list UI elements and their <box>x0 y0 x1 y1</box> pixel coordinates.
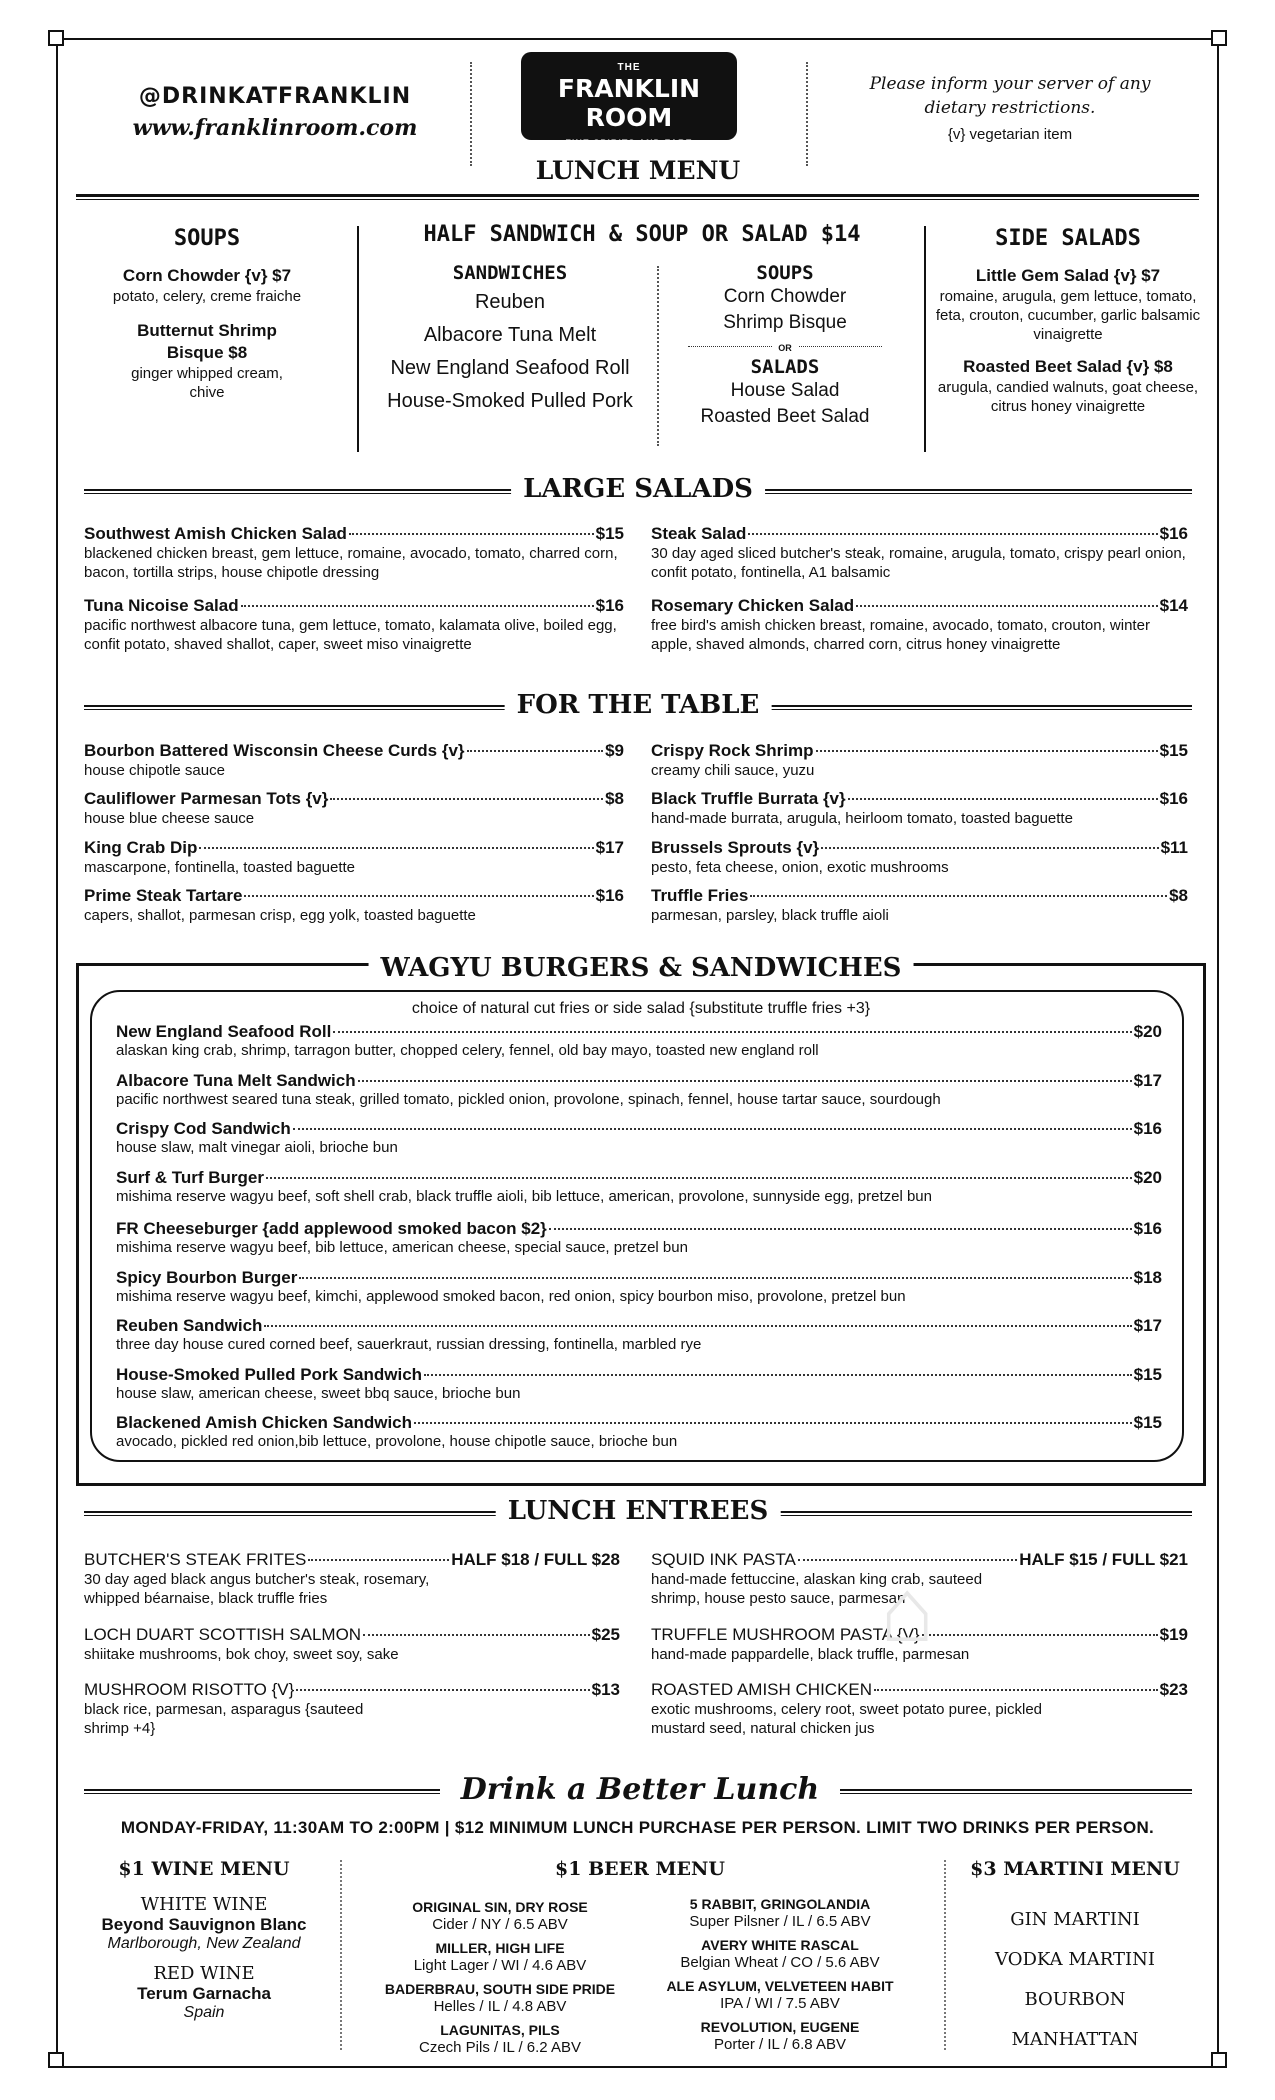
divider <box>924 226 926 452</box>
menu-item: TRUFFLE MUSHROOM PASTA {V} $19 hand-made pappardelle, black truffle, parmesan <box>651 1625 1188 1663</box>
menu-item: New England Seafood Roll $20 alaskan king crab, shrimp, tarragon butter, chopped celery, fennel, old bay mayo, toasted new england roll <box>116 1022 1162 1059</box>
wine-name: Beyond Sauvignon Blanc <box>101 1915 307 1934</box>
header-contact <box>125 84 425 141</box>
menu-item: MUSHROOM RISOTTO {V} $13 black rice, parmesan, asparagus {sauteed shrimp +4} <box>84 1680 620 1737</box>
martini-menu <box>960 1900 1190 2060</box>
menu-item: Bourbon Battered Wisconsin Cheese Curds {v} $9 house chipotle sauce <box>84 741 624 779</box>
martini-item: VODKA MARTINI <box>995 1949 1155 1970</box>
lunch-entrees-header <box>84 1496 1192 1530</box>
section-title: HALF SANDWICH & SOUP OR SALAD $14 <box>423 222 861 247</box>
martini-item: GIN MARTINI <box>1010 1909 1140 1930</box>
section-title: FOR THE TABLE <box>505 690 772 720</box>
beer-item: REVOLUTION, EUGENE Porter / IL / 6.8 ABV <box>700 2019 860 2053</box>
social-handle[interactable]: @DRINKATFRANKLIN <box>138 84 412 109</box>
menu-item: Crispy Cod Sandwich $16 house slaw, malt vinegar aioli, brioche bun <box>116 1119 1162 1156</box>
menu-item: Crispy Rock Shrimp $15 creamy chili sauce, yuzu <box>651 741 1188 779</box>
section-title: LUNCH ENTREES <box>496 1496 781 1526</box>
dish-name: Little Gem Salad {v} $7 <box>975 266 1161 285</box>
menu-item: Prime Steak Tartare $16 capers, shallot, parmesan crisp, egg yolk, toasted baguette <box>84 886 624 924</box>
beer-menu-title: $1 BEER MENU <box>555 1858 725 1880</box>
divider <box>357 226 359 452</box>
menu-item: Spicy Bourbon Burger $18 mishima reserve wagyu beef, kimchi, applewood smoked bacon, red onion, spicy bourbon miso, provolone, pretzel bun <box>116 1268 1162 1305</box>
half-combo-section <box>362 222 922 247</box>
menu-item: FR Cheeseburger {add applewood smoked bacon $2} $16 mishima reserve wagyu beef, bib lettuce, american cheese, special sauce, pretzel bun <box>116 1219 1162 1256</box>
menu-item: BUTCHER'S STEAK FRITES HALF $18 / FULL $28 30 day aged black angus butcher's steak, rosemary, whipped béarnaise, black truffle fries <box>84 1550 620 1607</box>
menu-item: Brussels Sprouts {v} $11 pesto, feta cheese, onion, exotic mushrooms <box>651 838 1188 876</box>
list-item: Roasted Beet Salad <box>700 406 870 427</box>
menu-item: Truffle Fries $8 parmesan, parsley, black truffle aioli <box>651 886 1188 924</box>
martini-item: BOURBON MANHATTAN <box>1011 1989 1139 2050</box>
menu-item: Rosemary Chicken Salad $14 free bird's amish chicken breast, romaine, avocado, tomato, crouton, winter apple, shaved almonds, charred corn, citrus honey vinaigrette <box>651 596 1188 653</box>
wine-origin: Spain <box>183 2004 225 2021</box>
dish-name: Butternut Shrimp Bisque $8 <box>137 321 277 362</box>
for-the-table-header <box>84 690 1192 724</box>
menu-item: SQUID INK PASTA HALF $15 / FULL $21 hand-made fettuccine, alaskan king crab, sauteed shrimp, house pesto sauce, parmesan <box>651 1550 1188 1607</box>
menu-title: LUNCH MENU <box>535 156 741 185</box>
menu-item: Black Truffle Burrata {v} $16 hand-made burrata, arugula, heirloom tomato, toasted baguette <box>651 789 1188 827</box>
list-item: New England Seafood Roll <box>390 357 630 379</box>
dietary-note: Please inform your server of any dietary restrictions. <box>869 74 1151 118</box>
subsection-title: SALADS <box>750 356 820 378</box>
section-title: WAGYU BURGERS & SANDWICHES <box>369 953 914 983</box>
side-salads-section <box>934 226 1202 416</box>
divider <box>657 266 659 446</box>
beer-item: MILLER, HIGH LIFE Light Lager / WI / 4.6 ABV <box>413 1940 587 1974</box>
menu-item: Steak Salad $16 30 day aged sliced butcher's steak, romaine, arugula, tomato, crispy pearl onion, confit potato, fontinella, A1 balsamic <box>651 524 1188 581</box>
header-rule <box>76 194 1199 200</box>
menu-item: Reuben Sandwich $17 three day house cured corned beef, sauerkraut, russian dressing, fontinella, marbled rye <box>116 1316 1162 1353</box>
dish-desc: ginger whipped cream, chive <box>131 365 283 401</box>
divider <box>470 62 472 166</box>
section-title: SOUPS <box>173 226 241 251</box>
wagyu-header <box>76 953 1206 987</box>
beer-item: AVERY WHITE RASCAL Belgian Wheat / CO / 5.6 ABV <box>680 1937 880 1971</box>
beer-item: BADERBRAU, SOUTH SIDE PRIDE Helles / IL / 4.8 ABV <box>384 1981 616 2015</box>
vegetarian-note: {v} vegetarian item <box>947 126 1073 143</box>
beer-item: LAGUNITAS, PILS Czech Pils / IL / 6.2 ABV <box>418 2022 582 2056</box>
dish-name: Corn Chowder {v} $7 <box>122 266 292 285</box>
menu-item: LOCH DUART SCOTTISH SALMON $25 shiitake mushrooms, bok choy, sweet soy, sake <box>84 1625 620 1663</box>
or-divider: OR <box>688 338 882 354</box>
menu-item: Albacore Tuna Melt Sandwich $17 pacific northwest seared tuna steak, grilled tomato, pickled onion, provolone, spinach, fennel, house tartar sauce, sourdough <box>116 1071 1162 1108</box>
drinks-title: Drink a Better Lunch <box>440 1772 840 1807</box>
dish-desc: romaine, arugula, gem lettuce, tomato, feta, crouton, cucumber, garlic balsamic vinaigrette <box>935 288 1201 343</box>
watermark-icon: ⌂ <box>880 1561 937 1661</box>
martini-menu-title: $3 MARTINI MENU <box>970 1858 1180 1880</box>
subsection-title: SOUPS <box>756 262 814 284</box>
combo-soups-salads <box>670 262 900 430</box>
menu-item: Blackened Amish Chicken Sandwich $15 avocado, pickled red onion,bib lettuce, provolone, house chipotle sauce, brioche bun <box>116 1413 1162 1450</box>
menu-item: Southwest Amish Chicken Salad $15 blackened chicken breast, gem lettuce, romaine, avocado, tomato, charred corn, bacon, tortilla strips, house chipotle dressing <box>84 524 624 581</box>
combo-sandwiches <box>370 262 650 418</box>
divider <box>806 62 808 166</box>
frame-corner <box>48 30 64 46</box>
dish-name: Roasted Beet Salad {v} $8 <box>963 357 1173 376</box>
divider <box>340 1860 342 2050</box>
dish-desc: potato, celery, creme fraiche <box>112 288 302 305</box>
drinks-hours: MONDAY-FRIDAY, 11:30AM TO 2:00PM | $12 MINIMUM LUNCH PURCHASE PER PERSON. LIMIT TWO DRINKS PER PERSON. <box>120 1818 1155 1837</box>
divider <box>944 1860 946 2050</box>
list-item: Corn Chowder <box>723 286 847 307</box>
wine-type: WHITE WINE <box>140 1894 268 1915</box>
section-title: SIDE SALADS <box>995 226 1141 251</box>
beer-item: ALE ASYLUM, VELVETEEN HABIT IPA / WI / 7.5 ABV <box>666 1978 894 2012</box>
wine-origin: Marlborough, New Zealand <box>107 1935 301 1952</box>
frame-corner <box>1211 2052 1227 2068</box>
frame-corner <box>1211 30 1227 46</box>
list-item: House Salad <box>730 380 840 401</box>
list-item: Shrimp Bisque <box>723 312 847 333</box>
menu-item: Surf & Turf Burger $20 mishima reserve wagyu beef, soft shell crab, black truffle aioli, bib lettuce, american, provolone, sunnyside egg, pretzel bun <box>116 1168 1162 1205</box>
large-salads-header <box>84 474 1192 508</box>
dish-desc: arugula, candied walnuts, goat cheese, citrus honey vinaigrette <box>937 379 1199 415</box>
menu-item: House-Smoked Pulled Pork Sandwich $15 house slaw, american cheese, sweet bbq sauce, brioche bun <box>116 1365 1162 1402</box>
section-title: LARGE SALADS <box>511 474 765 504</box>
wagyu-subtitle: choice of natural cut fries or side salad {substitute truffle fries +3} <box>411 1000 871 1017</box>
beer-item: 5 RABBIT, GRINGOLANDIA Super Pilsner / IL / 6.5 ABV <box>689 1896 871 1930</box>
list-item: House-Smoked Pulled Pork <box>387 390 633 412</box>
frame-corner <box>48 2052 64 2068</box>
list-item: Albacore Tuna Melt <box>423 324 597 346</box>
menu-item: Tuna Nicoise Salad $16 pacific northwest albacore tuna, gem lettuce, tomato, kalamata olive, boiled egg, confit potato, shaved shallot, caper, sweet miso vinaigrette <box>84 596 624 653</box>
wine-name: Terum Garnacha <box>137 1984 271 2003</box>
menu-item: ROASTED AMISH CHICKEN $23 exotic mushrooms, celery root, sweet potato puree, pickled mustard seed, natural chicken jus <box>651 1680 1188 1737</box>
beer-item: ORIGINAL SIN, DRY ROSE Cider / NY / 6.5 ABV <box>412 1899 588 1933</box>
subsection-title: SANDWICHES <box>452 262 568 284</box>
menu-item: King Crab Dip $17 mascarpone, fontinella, toasted baguette <box>84 838 624 876</box>
list-item: Reuben <box>474 291 546 313</box>
soups-section <box>76 226 338 402</box>
wine-menu <box>84 1894 324 2022</box>
menu-item: Cauliflower Parmesan Tots {v} $8 house blue cheese sauce <box>84 789 624 827</box>
wine-type: RED WINE <box>153 1963 255 1984</box>
wine-menu-title: $1 WINE MENU <box>118 1858 290 1880</box>
logo: THE FRANKLIN ROOM – FINE SPIRITS AND FARE – <box>521 52 737 140</box>
website-link[interactable]: www.franklinroom.com <box>132 115 418 141</box>
header-notes <box>855 72 1165 143</box>
